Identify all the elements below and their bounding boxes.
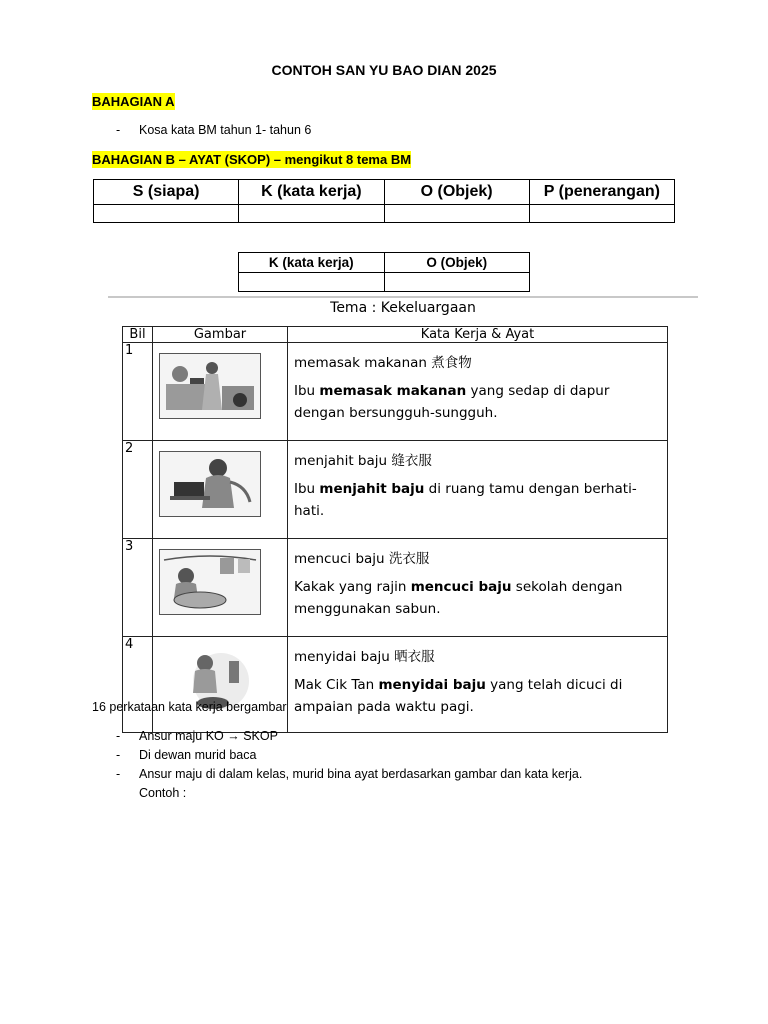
worksheet-table: [122, 326, 668, 733]
washing-image: [159, 549, 261, 615]
worksheet-theme: Tema : Kekeluargaan: [330, 300, 476, 316]
table-header: Bil: [123, 327, 153, 343]
table-cell: [239, 273, 385, 292]
table-row: 4 menyidai baju 晒衣服 Mak Cik Tan menyidai baju yang telah dicuci di ampaian pada waktu pagi.: [123, 637, 668, 733]
table-header: Gambar: [153, 327, 288, 343]
table-header: O (Objek): [384, 253, 530, 273]
table-header: O (Objek): [384, 180, 529, 205]
verb-label: menjahit baju 缝衣服: [294, 453, 432, 469]
example-label: Contoh :: [139, 786, 187, 800]
verb-label: menyidai baju 晒衣服: [294, 649, 435, 665]
steps-list: [116, 727, 582, 803]
verb-label: mencuci baju 洗衣服: [294, 551, 430, 567]
list-item: - Ansur maju KO → SKOP: [116, 729, 278, 743]
table-header: S (siapa): [94, 180, 239, 205]
divider: [108, 296, 698, 298]
ko-table: [238, 252, 530, 292]
list-item: - Ansur maju di dalam kelas, murid bina ayat berdasarkan gambar dan kata kerja. Contoh :: [116, 767, 583, 800]
table-row: 1 memasak makanan 煮食物 Ibu memasak makanan yang sedap di dapur dengan bersungguh-sungguh.: [123, 343, 668, 441]
skop-table: [93, 179, 675, 223]
table-cell: [94, 205, 239, 223]
table-header: K (kata kerja): [239, 253, 385, 273]
table-cell: [384, 205, 529, 223]
sewing-image: [159, 451, 261, 517]
cooking-image: [159, 353, 261, 419]
table-cell: [384, 273, 530, 292]
caption: 16 perkataan kata kerja bergambar: [92, 700, 287, 714]
page-title: CONTOH SAN YU BAO DIAN 2025: [271, 62, 497, 78]
verb-label: memasak makanan 煮食物: [294, 355, 472, 371]
table-header: P (penerangan): [529, 180, 674, 205]
table-cell: [529, 205, 674, 223]
section-b-heading: BAHAGIAN B – AYAT (SKOP) – mengikut 8 tema BM: [92, 152, 412, 167]
list-item: - Kosa kata BM tahun 1- tahun 6: [116, 123, 312, 137]
section-a-heading: BAHAGIAN A: [92, 94, 175, 109]
arrow-right-icon: →: [227, 729, 240, 743]
table-header: Kata Kerja & Ayat: [288, 327, 668, 343]
table-row: 3 mencuci baju 洗衣服 Kakak yang rajin mencuci baju sekolah dengan menggunakan sabun.: [123, 539, 668, 637]
list-item: - Di dewan murid baca: [116, 748, 257, 762]
table-cell: [239, 205, 384, 223]
table-header: K (kata kerja): [239, 180, 384, 205]
table-row: 2 menjahit baju 缝衣服 Ibu menjahit baju di ruang tamu dengan berhati-hati.: [123, 441, 668, 539]
section-a-list: [116, 121, 311, 140]
